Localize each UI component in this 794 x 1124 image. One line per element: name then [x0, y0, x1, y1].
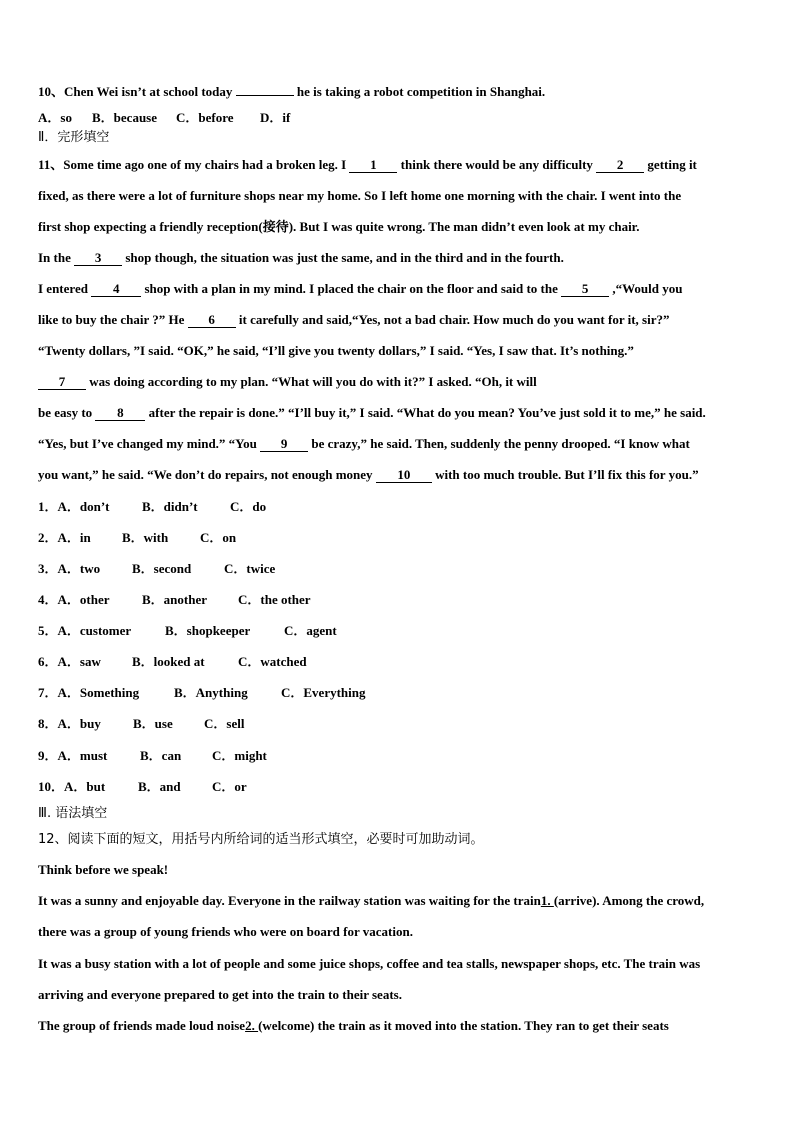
cloze-text: think there would be any difficulty [397, 157, 597, 172]
choice-5-b[interactable]: B．shopkeeper [165, 623, 251, 638]
cloze-text: it carefully and said,“Yes, not a bad chair. How much do you want for it, sir?” [235, 312, 670, 327]
choice-3-c[interactable]: C．twice [224, 561, 276, 576]
q12-line-4: arriving and everyone prepared to get into the train to their seats. [38, 987, 402, 1002]
cloze-text: ,“Would you [609, 281, 683, 296]
q12-blank-2[interactable]: 2. [245, 1018, 259, 1033]
choice-6-a[interactable]: 6．A．saw [38, 654, 101, 669]
q12-text: The group of friends made loud noise [38, 1018, 246, 1033]
cloze-line-6 [38, 312, 669, 328]
choice-7-a[interactable]: 7．A．Something [38, 685, 140, 700]
choice-row-3 [38, 561, 275, 577]
choice-row-1 [38, 499, 266, 515]
choice-row-8 [38, 716, 244, 732]
cloze-text: getting it [644, 157, 697, 172]
cloze-text: be easy to [38, 405, 96, 420]
q12-passage-title: Think before we speak! [38, 862, 169, 877]
choice-1-c[interactable]: C．do [230, 499, 267, 514]
cloze-line-10 [38, 436, 690, 452]
cloze-blank-9[interactable]: 9 [260, 437, 308, 452]
section-2-title: Ⅱ．完形填空 [38, 130, 110, 145]
cloze-text: 11、Some time ago one of my chairs had a broken leg. I [38, 157, 350, 172]
cloze-text: like to buy the chair ?” He [38, 312, 188, 327]
choice-6-b[interactable]: B．looked at [132, 654, 205, 669]
choice-8-b[interactable]: B．use [133, 716, 173, 731]
choice-10-c[interactable]: C．or [212, 779, 247, 794]
cloze-line-5 [38, 281, 682, 297]
q10-option-c[interactable]: C．before [176, 110, 234, 125]
q10-option-d[interactable]: D．if [260, 110, 291, 125]
choice-row-2 [38, 530, 236, 546]
choice-4-c[interactable]: C．the other [238, 592, 311, 607]
choice-5-c[interactable]: C．agent [284, 623, 337, 638]
choice-row-5 [38, 623, 337, 639]
choice-9-a[interactable]: 9．A．must [38, 748, 108, 763]
choice-row-7 [38, 685, 366, 701]
cloze-text: shop with a plan in my mind. I placed the chair on the floor and said to the [141, 281, 562, 296]
q12-line-3: It was a busy station with a lot of people and some juice shops, coffee and tea stalls, newspaper shops, etc. The train was [38, 956, 701, 971]
cloze-blank-8[interactable]: 8 [95, 406, 145, 421]
q12-line-2: there was a group of young friends who were on board for vacation. [38, 924, 413, 939]
choice-4-b[interactable]: B．another [142, 592, 208, 607]
choice-9-b[interactable]: B．can [140, 748, 182, 763]
cloze-line-1 [38, 157, 697, 173]
cloze-blank-1[interactable]: 1 [349, 158, 397, 173]
cloze-text: with too much trouble. But I’ll fix this for you.” [431, 467, 699, 482]
q10-stem-before: 10、Chen Wei isn’t at school today [38, 84, 236, 99]
choice-2-c[interactable]: C．on [200, 530, 237, 545]
cloze-line-4 [38, 250, 564, 266]
cloze-text: you want,” he said. “We don’t do repairs, not enough money [38, 467, 376, 482]
cloze-text: In the [38, 250, 75, 265]
cloze-text: shop though, the situation was just the same, and in the third and in the fourth. [122, 250, 564, 265]
q12-text: It was a sunny and enjoyable day. Everyone in the railway station was waiting for the train [38, 893, 541, 908]
cloze-line-9 [38, 405, 706, 421]
choice-10-a[interactable]: 10．A．but [38, 779, 106, 794]
cloze-blank-6[interactable]: 6 [188, 313, 236, 328]
q12-instruction: 12、阅读下面的短文，用括号内所给词的适当形式填空，必要时可加助动词。 [38, 832, 484, 847]
q10-blank[interactable] [236, 95, 294, 96]
choice-1-a[interactable]: 1．A．don’t [38, 499, 110, 514]
cloze-blank-5[interactable]: 5 [561, 282, 609, 297]
q10-options [38, 110, 290, 126]
q12-line-5 [38, 1018, 669, 1034]
cloze-text: I entered [38, 281, 92, 296]
section-3-title: Ⅲ. 语法填空 [38, 806, 108, 821]
choice-row-6 [38, 654, 307, 670]
q12-line-1 [38, 893, 704, 909]
choice-row-4 [38, 592, 311, 608]
choice-7-b[interactable]: B．Anything [174, 685, 248, 700]
cloze-blank-7[interactable]: 7 [38, 375, 86, 390]
choice-5-a[interactable]: 5．A．customer [38, 623, 132, 638]
choice-9-c[interactable]: C．might [212, 748, 267, 763]
choice-1-b[interactable]: B．didn’t [142, 499, 198, 514]
choice-6-c[interactable]: C．watched [238, 654, 307, 669]
q12-blank-1[interactable]: 1. [540, 893, 554, 908]
cloze-blank-3[interactable]: 3 [74, 251, 122, 266]
choice-row-10 [38, 779, 247, 795]
choice-2-a[interactable]: 2．A．in [38, 530, 91, 545]
cloze-blank-4[interactable]: 4 [91, 282, 141, 297]
choice-3-a[interactable]: 3．A．two [38, 561, 101, 576]
cloze-line-8 [38, 374, 537, 390]
choice-8-c[interactable]: C．sell [204, 716, 245, 731]
cloze-blank-2[interactable]: 2 [596, 158, 644, 173]
cloze-blank-10[interactable]: 10 [376, 468, 432, 483]
cloze-line-11 [38, 467, 699, 483]
choice-8-a[interactable]: 8．A．buy [38, 716, 101, 731]
q10-option-a[interactable]: A．so [38, 110, 72, 125]
cloze-line-2: fixed, as there were a lot of furniture shops near my home. So I left home one morning with the chair. I went into the [38, 188, 682, 203]
q10-stem-after: he is taking a robot competition in Shanghai. [293, 84, 546, 99]
q10-option-b[interactable]: B．because [92, 110, 158, 125]
q12-text: (welcome) the train as it moved into the station. They ran to get their seats [258, 1018, 669, 1033]
choice-4-a[interactable]: 4．A．other [38, 592, 110, 607]
q12-text: (arrive). Among the crowd, [553, 893, 705, 908]
cloze-text: be crazy,” he said. Then, suddenly the penny drooped. “I know what [308, 436, 690, 451]
choice-10-b[interactable]: B．and [138, 779, 181, 794]
choice-2-b[interactable]: B．with [122, 530, 169, 545]
cloze-line-7: “Twenty dollars, ”I said. “OK,” he said, “I’ll give you twenty dollars,” I said. “Yes, I saw that. It’s nothing.” [38, 343, 634, 358]
cloze-text: after the repair is done.” “I’ll buy it,” I said. “What do you mean? You’ve just sold it to me,” he said. [145, 405, 706, 420]
q10-stem [38, 84, 545, 100]
choice-row-9 [38, 748, 267, 764]
cloze-line-3: first shop expecting a friendly reception(接待). But I was quite wrong. The man didn’t even look at my chair. [38, 219, 640, 234]
cloze-text: was doing according to my plan. “What will you do with it?” I asked. “Oh, it will [86, 374, 537, 389]
cloze-text: “Yes, but I’ve changed my mind.” “You [38, 436, 261, 451]
choice-7-c[interactable]: C．Everything [281, 685, 366, 700]
choice-3-b[interactable]: B．second [132, 561, 192, 576]
